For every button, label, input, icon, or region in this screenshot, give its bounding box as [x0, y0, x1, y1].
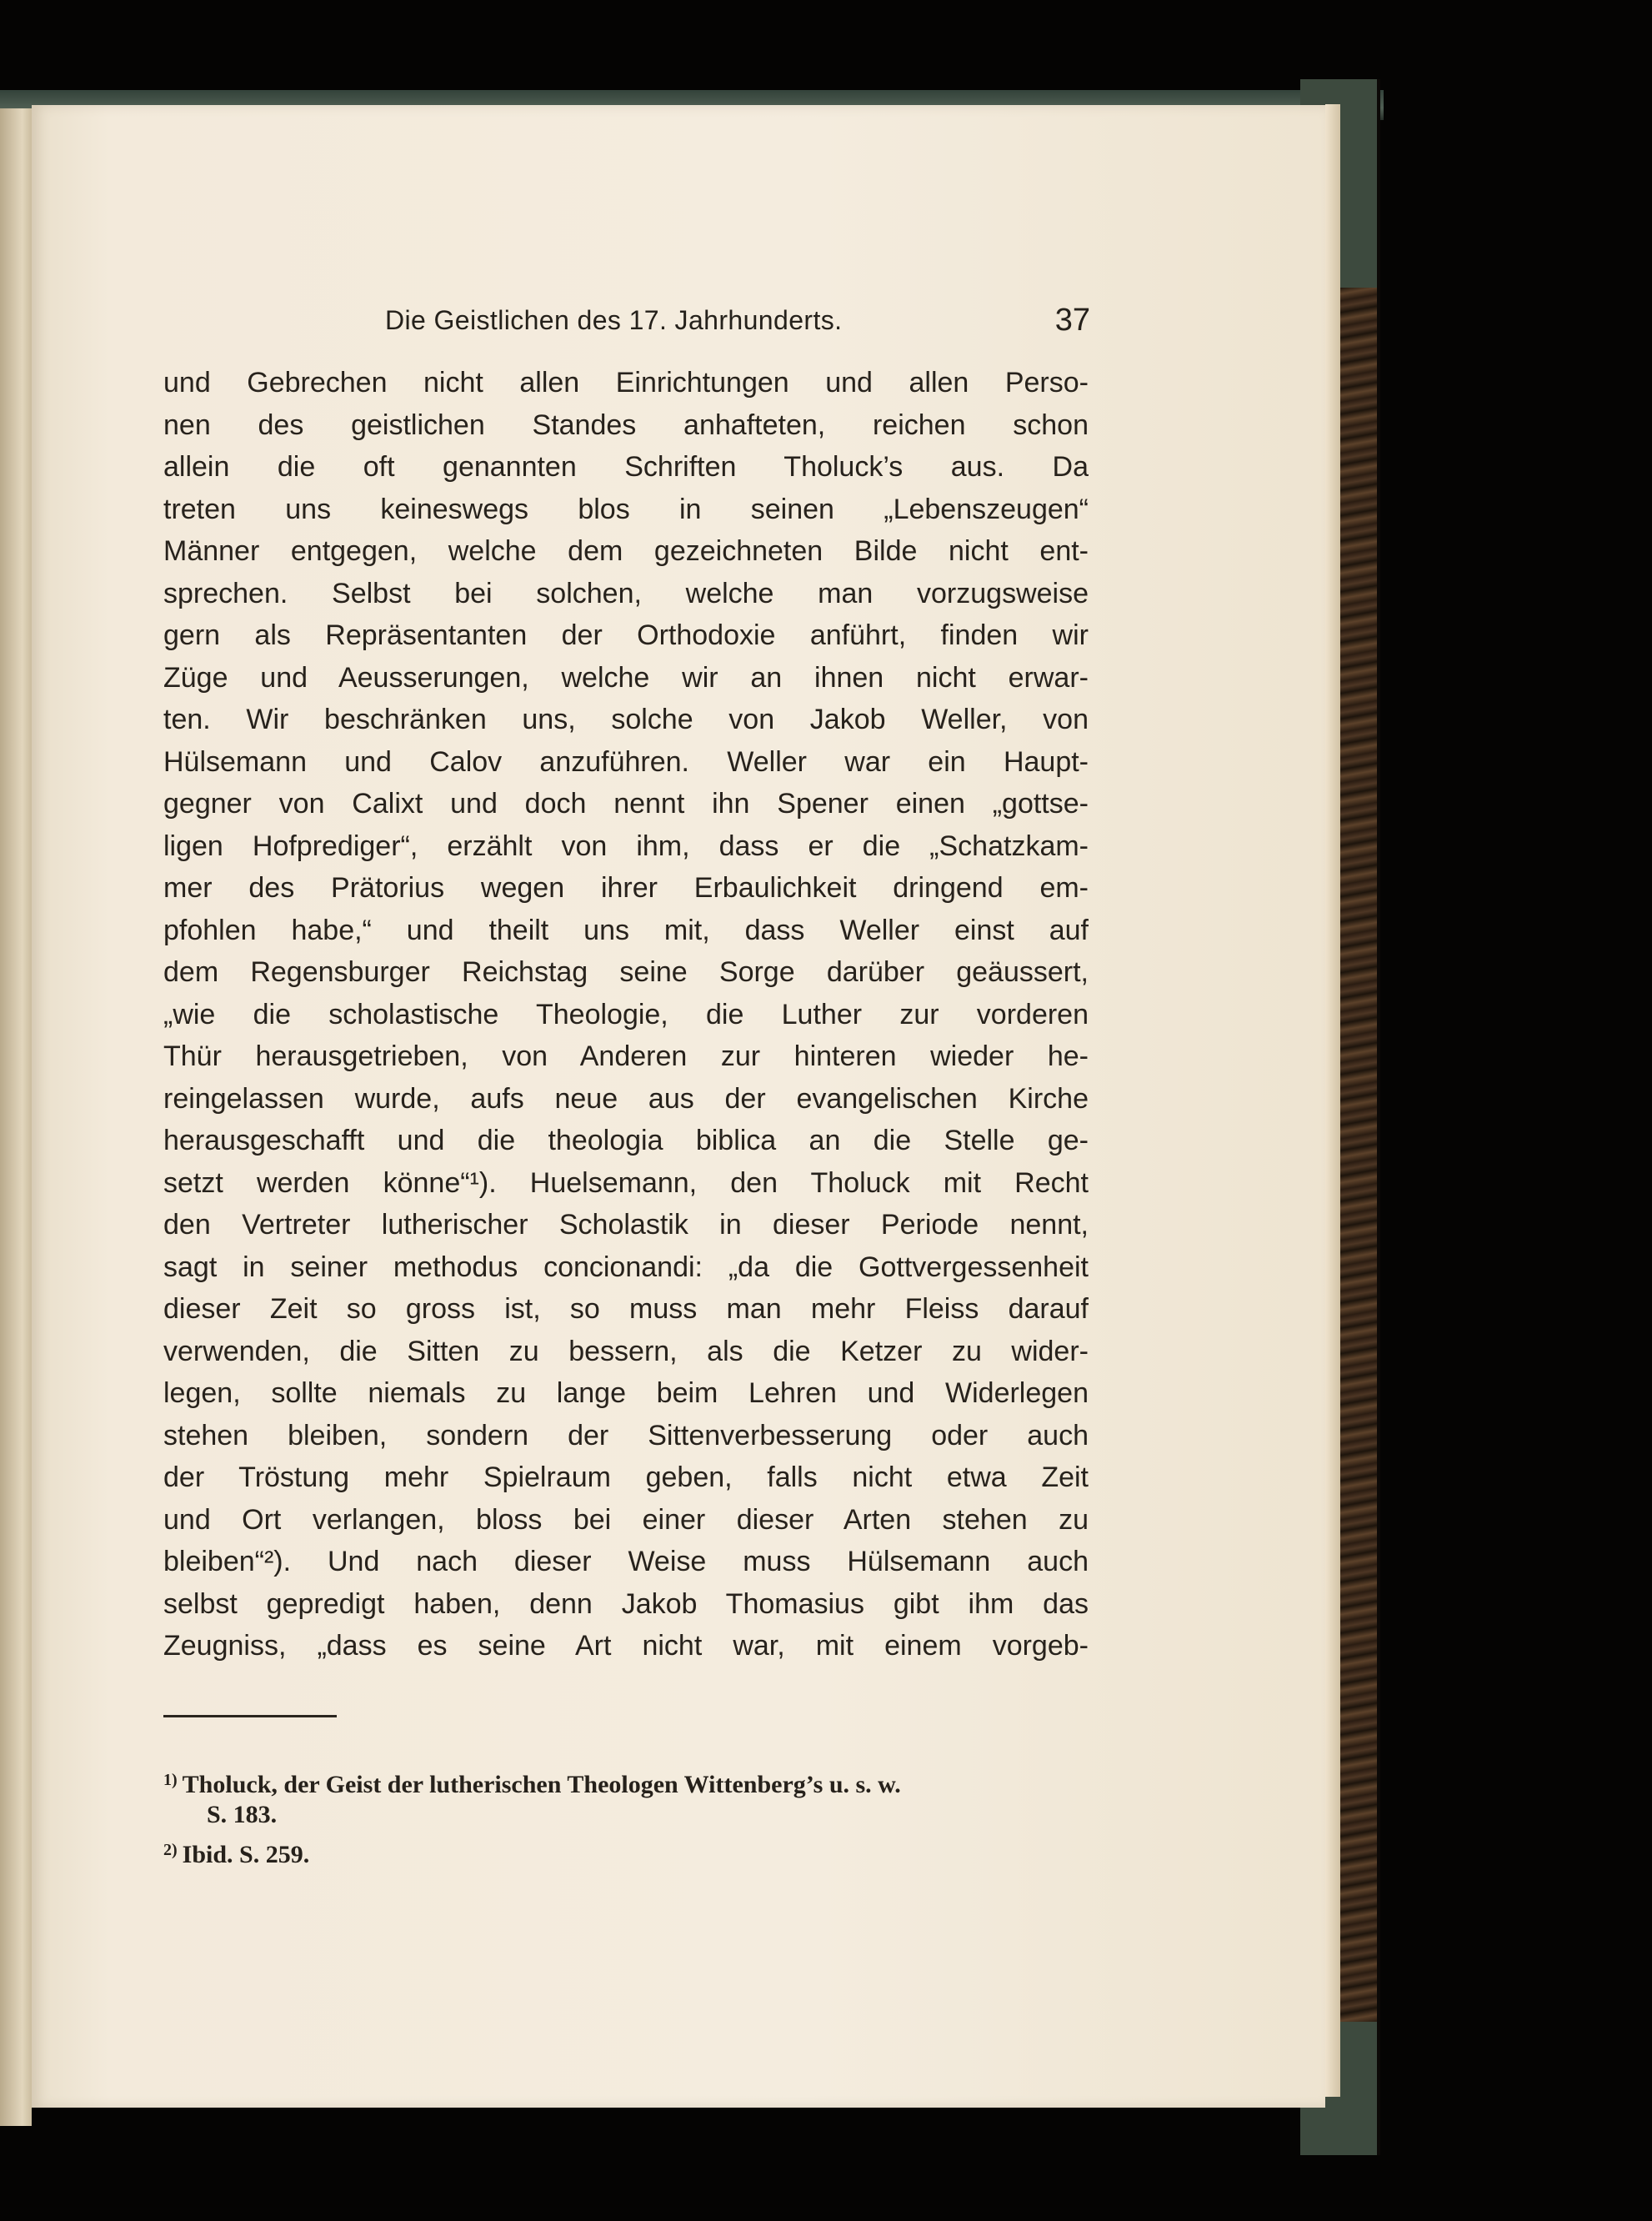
footnote-text: Tholuck, der Geist der lutherischen Theologen Wittenberg’s u. s. w. [182, 1771, 901, 1798]
text-line: der Tröstung mehr Spielraum geben, falls nicht etwa Zeit [163, 1461, 1089, 1493]
text-line: pfohlen habe,“ und theilt uns mit, dass Weller einst auf [163, 914, 1089, 946]
text-line: gegner von Calixt und doch nennt ihn Spener einen „gottse- [163, 788, 1089, 820]
text-line: verwenden, die Sitten zu bessern, als die Ketzer zu wider- [163, 1335, 1089, 1367]
text-line: und Gebrechen nicht allen Einrichtungen und allen Perso- [163, 367, 1089, 399]
text-line: dem Regensburger Reichstag seine Sorge darüber geäussert, [163, 956, 1089, 988]
running-head: Die Geistlichen des 17. Jahrhunderts. [385, 305, 843, 335]
text-line: legen, sollte niemals zu lange beim Lehren und Widerlegen [163, 1377, 1089, 1409]
text-line: „wie die scholastische Theologie, die Luther zur vorderen [163, 998, 1089, 1030]
footnote-1 [163, 1762, 1097, 1797]
page-number: 37 [1054, 303, 1090, 338]
text-line: Thür herausgetrieben, von Anderen zur hinteren wieder he- [163, 1040, 1089, 1072]
text-line: treten uns keineswegs blos in seinen „Lebenszeugen“ [163, 493, 1089, 525]
text-line: Züge und Aeusserungen, welche wir an ihnen nicht erwar- [163, 661, 1089, 694]
text-line: Männer entgegen, welche dem gezeichneten Bilde nicht ent- [163, 535, 1089, 567]
text-line: den Vertreter lutherischer Scholastik in dieser Periode nennt, [163, 1209, 1089, 1241]
text-line: setzt werden könne“¹). Huelsemann, den Tholuck mit Recht [163, 1166, 1089, 1199]
text-line: ten. Wir beschränken uns, solche von Jakob Weller, von [163, 704, 1089, 735]
text-line: Zeugniss, „dass es seine Art nicht war, mit einem vorgeb- [163, 1630, 1089, 1662]
text-line: sagt in seiner methodus concionandi: „da die Gottvergessenheit [163, 1251, 1089, 1283]
footnote-text: Ibid. S. 259. [182, 1841, 310, 1868]
footnote-marker: 2) [163, 1841, 178, 1859]
text-line: ligen Hofprediger“, erzählt von ihm, dass er die „Schatzkam- [163, 830, 1089, 862]
text-line: nen des geistlichen Standes anhafteten, reichen schon [163, 409, 1089, 441]
text-line: mer des Prätorius wegen ihrer Erbaulichkeit dringend em- [163, 872, 1089, 904]
text-line: reingelassen wurde, aufs neue aus der evangelischen Kirche [163, 1082, 1089, 1115]
text-line: sprechen. Selbst bei solchen, welche man vorzugsweise [163, 577, 1089, 609]
page-stack-edge [1325, 104, 1340, 2097]
footnote-marker: 1) [163, 1771, 178, 1789]
text-line: und Ort verlangen, bloss bei einer dieser Arten stehen zu [163, 1503, 1089, 1536]
text-line: selbst gepredigt haben, denn Jakob Thomasius gibt ihm das [163, 1587, 1089, 1620]
text-line: Hülsemann und Calov anzuführen. Weller war ein Haupt- [163, 745, 1089, 778]
footnote-2 [163, 1832, 1097, 1868]
text-line: allein die oft genannten Schriften Tholuck’s aus. Da [163, 451, 1089, 483]
text-line: dieser Zeit so gross ist, so muss man mehr Fleiss darauf [163, 1293, 1089, 1325]
facing-page-edge [0, 108, 32, 2126]
footnote-1-continuation: S. 183. [207, 1801, 278, 1828]
text-line: gern als Repräsentanten der Orthodoxie anführt, finden wir [163, 619, 1089, 651]
footnotes [163, 1762, 1097, 1868]
body-text [163, 362, 1089, 1667]
text-line: bleiben“²). Und nach dieser Weise muss Hülsemann auch [163, 1546, 1089, 1577]
footnote-rule [163, 1715, 337, 1717]
text-line: herausgeschafft und die theologia biblica an die Stelle ge- [163, 1125, 1089, 1156]
text-line: stehen bleiben, sondern der Sittenverbesserung oder auch [163, 1419, 1089, 1451]
